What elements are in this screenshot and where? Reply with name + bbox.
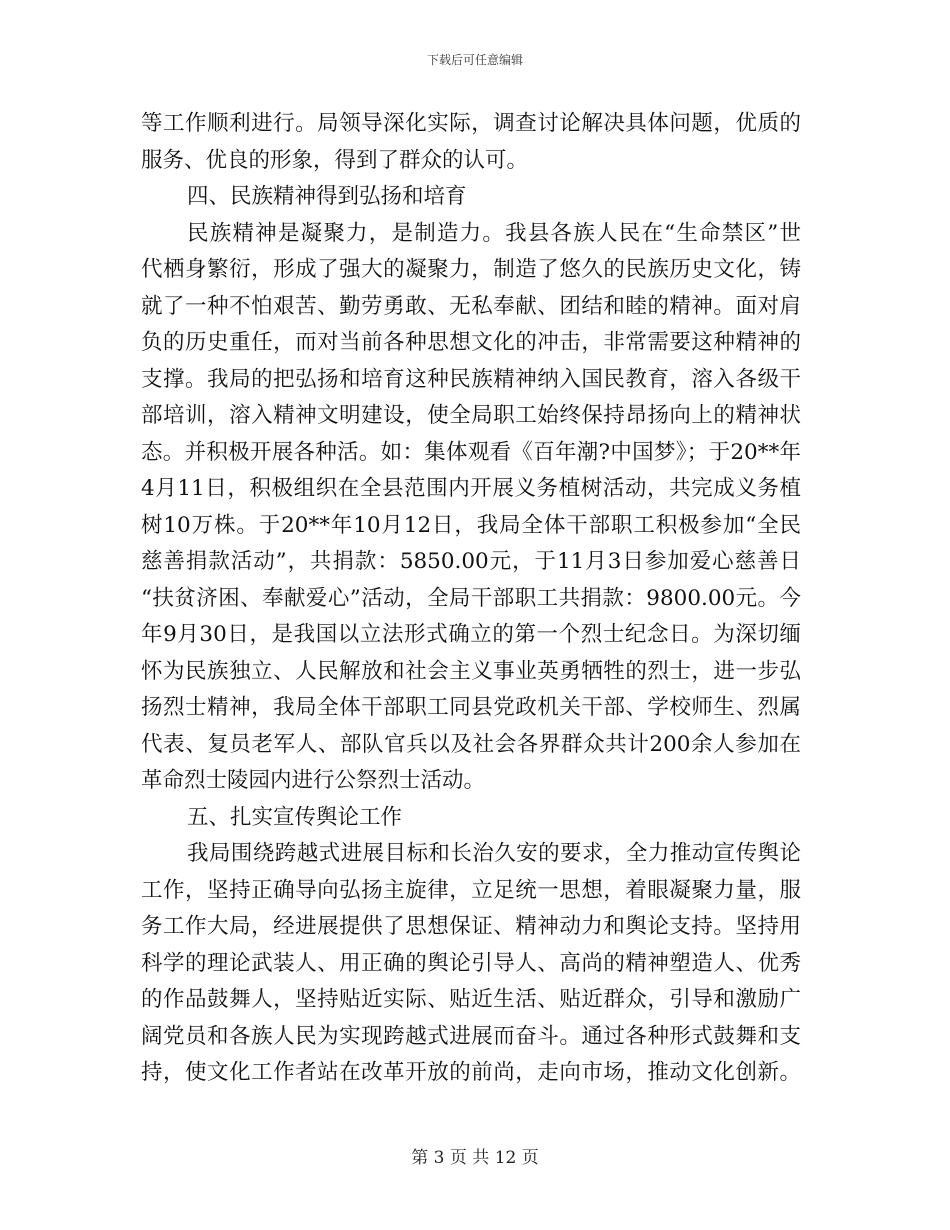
text-line: 持，使文化工作者站在改革开放的前尚，走向市场，推动文化创新。 bbox=[141, 1060, 801, 1085]
paragraph-first-line: 我局围绕跨越式进展目标和长治久安的要求，全力推动宣传舆论 bbox=[187, 841, 801, 866]
text-line: 扬烈士精神，我局全体干部职工同县党政机关干部、学校师生、烈属 bbox=[141, 695, 801, 720]
text-line: 负的历史重任，而对当前各种思想文化的冲击，非常需要这种精神的 bbox=[141, 330, 801, 355]
text-line: 慈善捐款活动”，共捐款：5850.00元，于11月3日参加爱心慈善日 bbox=[141, 549, 801, 574]
text-line: 务工作大局，经进展提供了思想保证、精神动力和舆论支持。坚持用 bbox=[141, 914, 801, 939]
text-line: 的作品鼓舞人，坚持贴近实际、贴近生活、贴近群众，引导和激励广 bbox=[141, 987, 801, 1012]
text-line: 革命烈士陵园内进行公祭烈士活动。 bbox=[141, 768, 486, 793]
text-line: 代栖身繁衍，形成了强大的凝聚力，制造了悠久的民族历史文化，铸 bbox=[141, 257, 801, 282]
text-line: “扶贫济困、奉献爱心”活动，全局干部职工共捐款：9800.00元。今 bbox=[141, 585, 801, 611]
page-footer: 第 3 页 共 12 页 bbox=[411, 1148, 539, 1168]
page-header: 下载后可任意编辑 bbox=[426, 53, 523, 67]
section-heading: 四、民族精神得到弘扬和培育 bbox=[187, 184, 467, 209]
text-line: 科学的理论武装人、用正确的舆论引导人、高尚的精神塑造人、优秀 bbox=[141, 950, 801, 976]
text-line: 工作，坚持正确导向弘扬主旋律，立足统一思想，着眼凝聚力量，服 bbox=[141, 877, 801, 903]
text-line: 等工作顺利进行。局领导深化实际，调查讨论解决具体问题，优质的 bbox=[141, 111, 801, 136]
text-line: 怀为民族独立、人民解放和社会主义事业英勇牺牲的烈士，进一步弘 bbox=[141, 658, 801, 684]
section-heading: 五、扎实宣传舆论工作 bbox=[187, 804, 403, 830]
text-line: 树10万株。于20**年10月12日，我局全体干部职工积极参加“全民 bbox=[141, 512, 801, 538]
text-line: 态。并积极开展各种活。如：集体观看《百年潮?中国梦》；于20**年 bbox=[141, 439, 801, 465]
text-line: 部培训，溶入精神文明建设，使全局职工始终保持昂扬向上的精神状 bbox=[141, 403, 801, 428]
text-line: 代表、复员老军人、部队官兵以及社会各界群众共计200余人参加在 bbox=[141, 731, 801, 757]
text-line: 4月11日，积极组织在全县范围内开展义务植树活动，共完成义务植 bbox=[141, 476, 801, 501]
text-line: 就了一种不怕艰苦、勤劳勇敢、无私奉献、团结和睦的精神。面对肩 bbox=[141, 293, 801, 319]
text-line: 支撑。我局的把弘扬和培育这种民族精神纳入国民教育，溶入各级干 bbox=[141, 366, 801, 392]
document-body bbox=[141, 106, 801, 1092]
text-line: 年9月30日，是我国以立法形式确立的第一个烈士纪念日。为深切缅 bbox=[141, 622, 801, 647]
text-line: 服务、优良的形象，得到了群众的认可。 bbox=[141, 147, 529, 173]
paragraph-first-line: 民族精神是凝聚力，是制造力。我县各族人民在“生命禁区”世 bbox=[187, 220, 801, 246]
text-line: 阔党员和各族人民为实现跨越式进展而奋斗。通过各种形式鼓舞和支 bbox=[141, 1023, 801, 1049]
